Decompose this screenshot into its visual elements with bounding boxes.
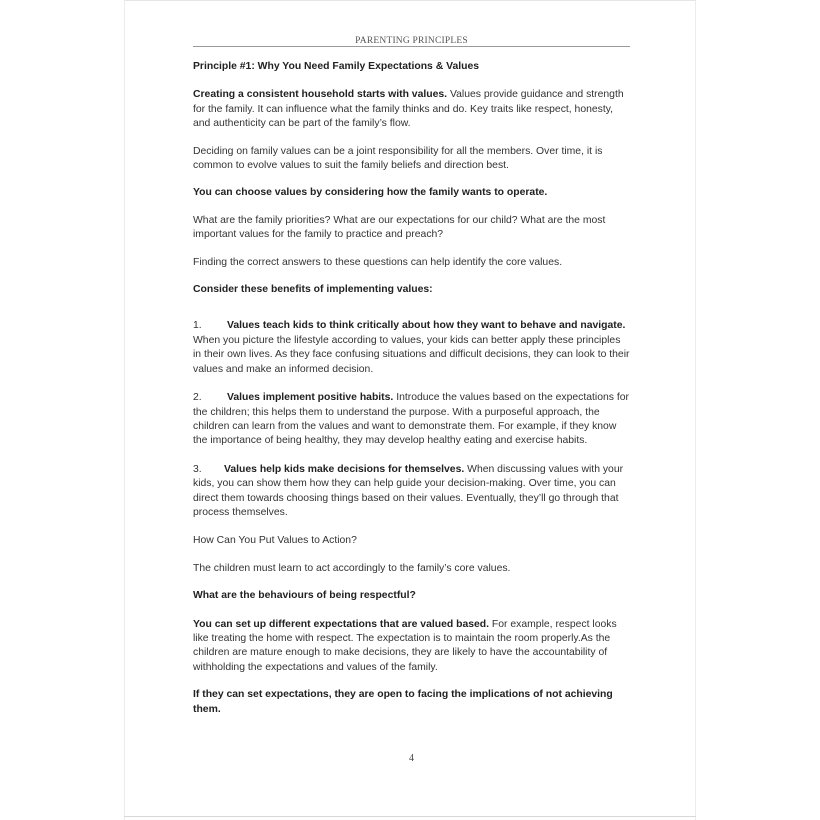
running-header: PARENTING PRINCIPLES: [355, 36, 468, 46]
paragraph-implications: If they can set expectations, they are open to facing the implications of not achieving them.: [193, 689, 613, 715]
paragraph-priorities: What are the family priorities? What are our expectations for our child? What are the most important values for the family to practice and preach?: [193, 214, 606, 241]
header-rule: [193, 46, 630, 47]
list-number: 2.: [193, 392, 202, 404]
benefit-lead: Values help kids make decisions for themselves.: [224, 463, 465, 475]
benefit-item-2: [193, 391, 630, 449]
paragraph-lead: You can set up different expectations that are valued based.: [193, 618, 490, 630]
section-heading: How Can You Put Values to Action?: [193, 535, 357, 547]
paragraph-choose-values: You can choose values by considering how the family wants to operate.: [193, 187, 548, 199]
paragraph-joint-responsibility: Deciding on family values can be a joint responsibility for all the members. Over time, it is common to evolve values to suit the family beliefs and direction best.: [193, 145, 603, 172]
respect-heading: What are the behaviours of being respectful?: [193, 590, 416, 602]
benefit-text: Introduce the values based on the expectations for the children; this helps them to understand the purpose. With a purposeful approach, the children can learn from the values and want to demonstrate them. For example, if they know the importance of being healthy, they may develop healthy eating and exercise habits.: [193, 392, 629, 447]
list-number: 3.: [193, 463, 202, 475]
page-edge-left: [124, 0, 125, 820]
benefit-lead: Values teach kids to think critically about how they want to behave and navigate.: [227, 320, 626, 332]
benefit-item-1: [193, 319, 630, 377]
benefit-text: When you picture the lifestyle according to values, your kids can better apply these principles in their own lives. As they face confusing situations and difficult decisions, they can look to their values and make an informed decision.: [193, 334, 630, 375]
principle-title: Principle #1: Why You Need Family Expectations & Values: [193, 61, 480, 72]
benefits-heading: Consider these benefits of implementing values:: [193, 284, 433, 296]
page-edge-top: [124, 0, 696, 1]
paragraph-lead: Creating a consistent household starts with values.: [193, 89, 448, 101]
page-number: 4: [409, 753, 414, 764]
list-number: 1.: [193, 320, 202, 332]
paragraph-text: Values provide guidance and strength for the family. It can influence what the family thinks and do. Key traits like respect, honesty, and authenticity can be part of the family’s flow.: [193, 89, 624, 130]
page-content: [193, 60, 630, 717]
page-edge-bottom: [124, 816, 696, 817]
paragraph-values-intro: [193, 88, 630, 131]
paragraph-text: For example, respect looks like treating the home with respect. The expectation is to maintain the room properly.As the children are mature enough to make decisions, they are likely to have the accountability of withholding the expectations and values of the family.: [193, 618, 617, 673]
page-edge-right: [695, 0, 696, 820]
benefit-item-3: [193, 463, 630, 521]
benefit-lead: Values implement positive habits.: [227, 392, 394, 404]
paragraph-act-accordingly: The children must learn to act accordingly to the family’s core values.: [193, 562, 511, 574]
paragraph-expectations: [193, 618, 630, 676]
benefit-text: When discussing values with your kids, you can show them how they can help guide your decision-making. Over time, you can direct them towards choosing things based on their values. Eventually, they’ll go through that process themselves.: [193, 463, 624, 518]
paragraph-core-values: Finding the correct answers to these questions can help identify the core values.: [193, 256, 563, 268]
